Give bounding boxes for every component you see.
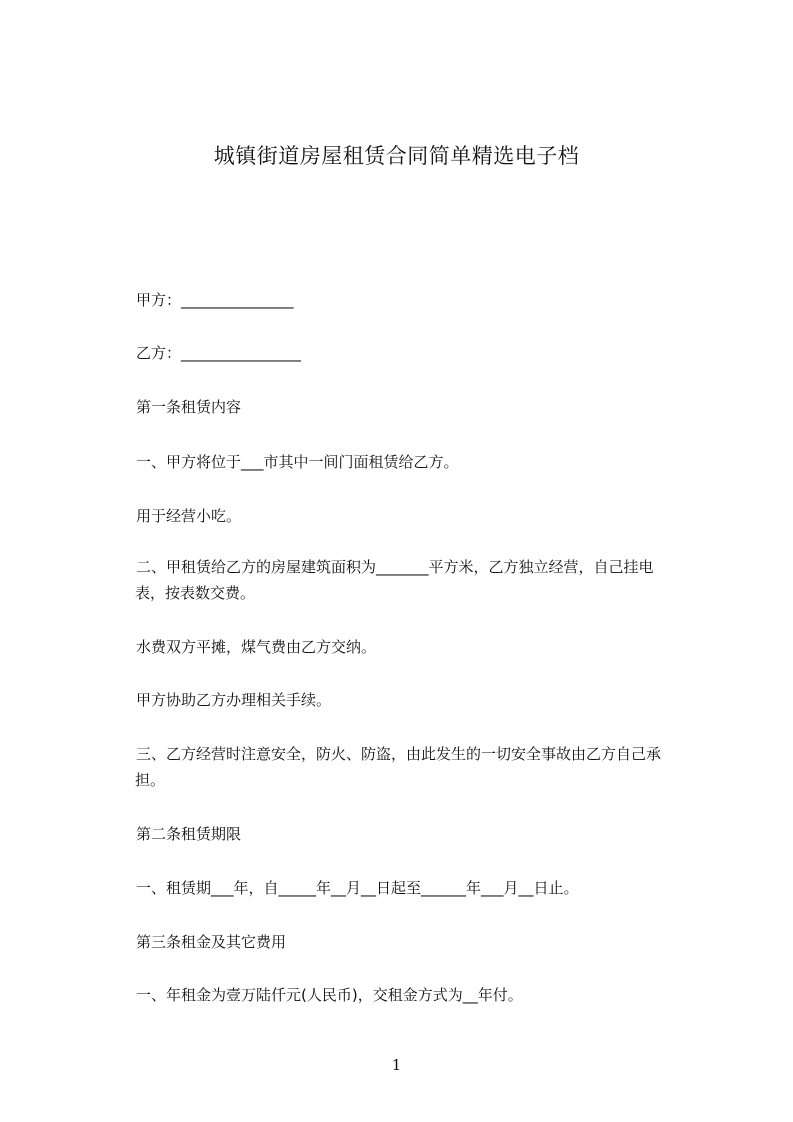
article-1-water: 水费双方平摊，煤气费由乙方交纳。 xyxy=(136,638,377,656)
article-1-item-3 xyxy=(136,741,706,793)
article-2-item-1: 一、租赁期___年，自_____年__月__日起至______年___月__日止。 xyxy=(136,879,579,897)
article-1-usage: 用于经营小吃。 xyxy=(136,507,242,525)
document-title: 城镇街道房屋租赁合同简单精选电子档 xyxy=(213,144,580,168)
page-number: 1 xyxy=(391,1056,402,1074)
article-1-heading: 第一条租赁内容 xyxy=(136,398,242,416)
article-3-item-1: 一、年租金为壹万陆仟元(人民币)，交租金方式为__年付。 xyxy=(136,986,523,1004)
article-1-item-2 xyxy=(136,554,706,606)
party-b-line: 乙方：________________ xyxy=(136,344,302,362)
article-1-item-2-line-2: 表，按表数交费。 xyxy=(135,584,256,602)
article-1-item-1: 一、甲方将位于___市其中一间门面租赁给乙方。 xyxy=(136,453,459,471)
article-1-assist: 甲方协助乙方办理相关手续。 xyxy=(136,691,332,709)
article-3-heading: 第三条租金及其它费用 xyxy=(136,933,287,951)
article-2-heading: 第二条租赁期限 xyxy=(136,825,242,843)
article-1-item-3-line-1: 三、乙方经营时注意安全，防火、防盗，由此发生的一切安全事故由乙方自己承 xyxy=(136,745,662,763)
article-1-item-3-line-2: 担。 xyxy=(135,771,166,789)
party-a-line: 甲方：_______________ xyxy=(136,291,294,309)
article-1-item-2-line-1: 二、甲租赁给乙方的房屋建筑面积为_______平方米，乙方独立经营，自己挂电 xyxy=(136,558,654,576)
